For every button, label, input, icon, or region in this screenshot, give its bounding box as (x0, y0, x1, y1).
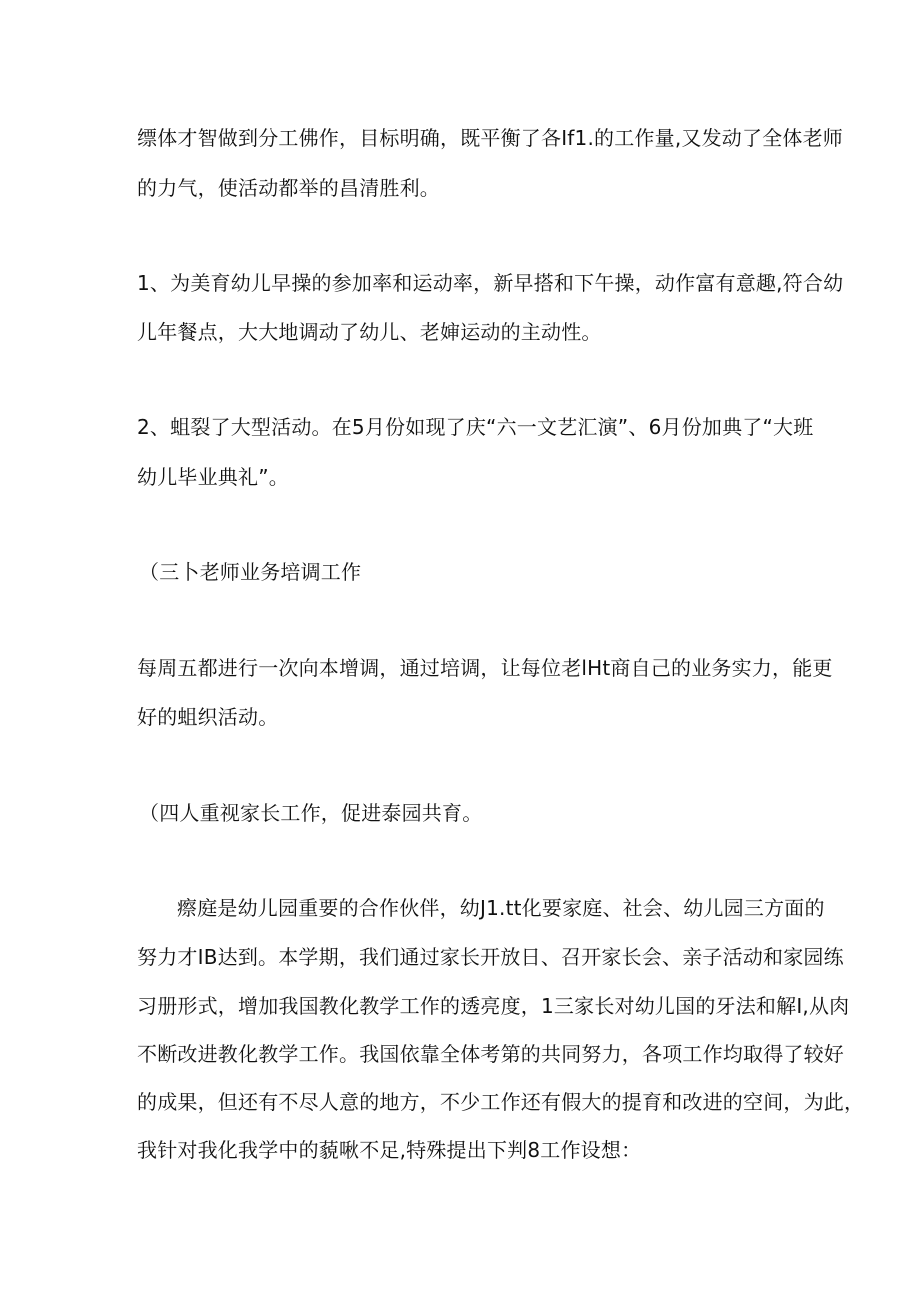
paragraph-2-line-1: 1、为美育幼儿早操的参加率和运动率，新早搭和下午操，动作富有意趣,符合幼 (137, 271, 844, 295)
section-heading-4: （四人重视家长工作，促进泰园共育。 (139, 801, 483, 825)
paragraph-5-line-2: 努力才IB达到。本学期，我们通过家长开放日、召开家长会、亲子活动和家园练 (137, 945, 844, 969)
paragraph-2-line-2: 儿年餐点，大大地调动了幼儿、老婶运动的主动性。 (137, 320, 602, 344)
paragraph-5-line-4: 不断改进教化教学工作。我国依靠全体考第的共同努力，各项工作均取得了较好 (137, 1042, 844, 1066)
paragraph-3-line-1: 2、蛆裂了大型活动。在5月份如现了庆“六一文艺汇演”、6月份加典了“大班 (137, 415, 814, 439)
paragraph-4-line-2: 好的蛆织活动。 (137, 705, 279, 729)
paragraph-5-line-1: 瘵庭是幼儿园重要的合作伙伴，幼J1.tt化要家庭、社会、幼儿园三方面的 (177, 896, 825, 920)
paragraph-1-line-2: 的力气，使活动都举的昌清胜利。 (137, 176, 440, 200)
paragraph-1-line-1: 缥体才智做到分工佛作，目标明确，既平衡了各If1.的工作量,又发动了全体老师 (137, 126, 843, 150)
paragraph-5-line-6: 我针对我化我学中的藐啾不足,特殊提出下判8工作设想： (137, 1138, 642, 1162)
paragraph-4-line-1: 每周五都进行一次向本增调，通过培调，让每位老lHt商自己的业务实力，能更 (137, 656, 833, 680)
section-heading-3: （三卜老师业务培调工作 (139, 560, 362, 584)
paragraph-3-line-2: 幼儿毕业典礼”。 (137, 465, 289, 489)
paragraph-5-line-3: 习册形式，增加我国教化教学工作的透亮度，1三家长对幼儿国的牙法和解I,从肉 (137, 994, 850, 1018)
paragraph-5-line-5: 的成果，但还有不尽人意的地方，不少工作还有假大的提育和改进的空间，为此， (137, 1090, 865, 1114)
